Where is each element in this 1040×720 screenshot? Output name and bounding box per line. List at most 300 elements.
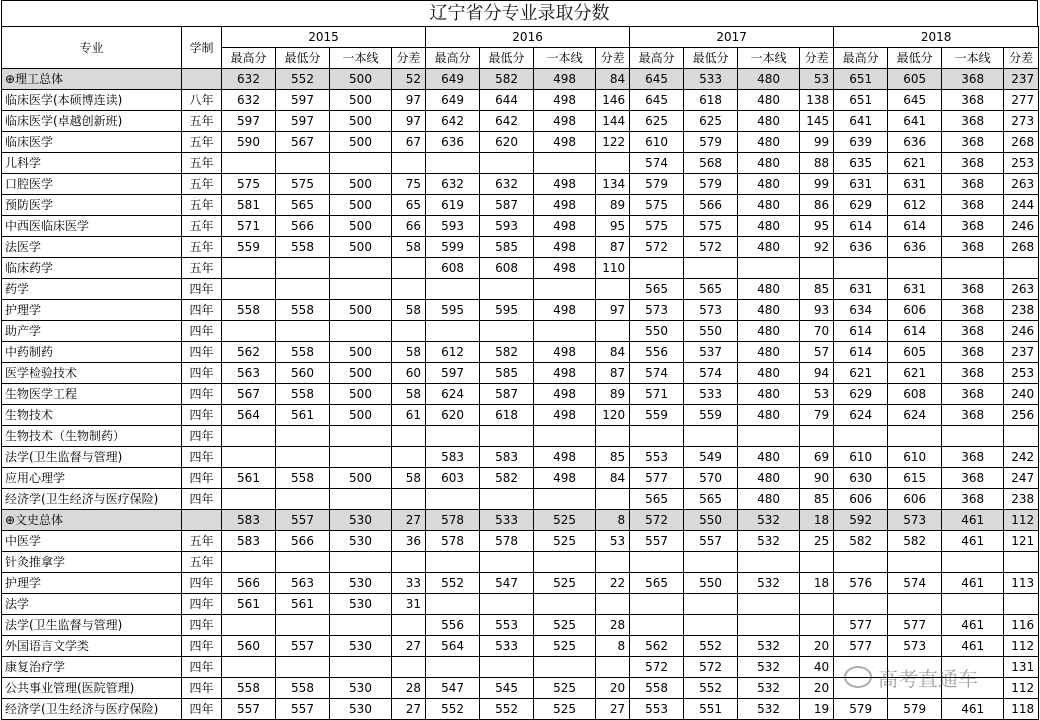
length-cell: 五年 (182, 552, 222, 573)
score-cell: 532 (738, 573, 800, 594)
score-cell: 645 (888, 90, 942, 111)
table-row (2, 384, 1039, 405)
score-cell: 550 (684, 321, 738, 342)
score-cell (330, 657, 392, 678)
score-cell: 461 (942, 636, 1004, 657)
score-cell: 566 (684, 195, 738, 216)
table-row (2, 468, 1039, 489)
score-cell: 268 (1004, 132, 1039, 153)
score-cell: 572 (684, 657, 738, 678)
score-cell: 585 (480, 237, 534, 258)
score-cell: 525 (534, 699, 596, 720)
subheader-diff: 分差 (1004, 48, 1039, 69)
group-row (2, 510, 1039, 531)
score-cell: 368 (942, 279, 1004, 300)
score-cell: 498 (534, 468, 596, 489)
score-cell: 480 (738, 468, 800, 489)
score-cell (888, 657, 942, 678)
score-cell: 532 (738, 531, 800, 552)
length-cell: 四年 (182, 405, 222, 426)
length-cell: 四年 (182, 699, 222, 720)
score-cell (392, 489, 426, 510)
score-cell (800, 594, 834, 615)
score-cell (426, 279, 480, 300)
score-cell: 530 (330, 678, 392, 699)
watermark-text: 高考直通车 (878, 666, 978, 691)
score-cell (596, 153, 630, 174)
score-cell: 368 (942, 90, 1004, 111)
score-cell (834, 678, 888, 699)
score-cell: 58 (392, 300, 426, 321)
score-cell: 273 (1004, 111, 1039, 132)
length-cell: 四年 (182, 279, 222, 300)
score-cell: 246 (1004, 321, 1039, 342)
score-cell: 238 (1004, 489, 1039, 510)
score-cell: 500 (330, 195, 392, 216)
score-cell: 85 (596, 447, 630, 468)
score-cell (738, 594, 800, 615)
major-cell: 临床医学(卓越创新班) (2, 111, 182, 132)
score-cell: 631 (888, 279, 942, 300)
length-cell: 五年 (182, 258, 222, 279)
score-cell: 525 (534, 573, 596, 594)
score-cell: 95 (596, 216, 630, 237)
score-cell: 500 (330, 300, 392, 321)
score-cell: 582 (480, 69, 534, 90)
score-cell: 93 (800, 300, 834, 321)
score-cell: 561 (222, 468, 276, 489)
score-cell: 612 (426, 342, 480, 363)
score-cell: 31 (392, 594, 426, 615)
score-cell: 620 (426, 405, 480, 426)
score-cell: 500 (330, 384, 392, 405)
score-cell (834, 258, 888, 279)
score-cell: 639 (834, 132, 888, 153)
score-cell: 649 (426, 90, 480, 111)
score-cell: 558 (276, 300, 330, 321)
score-cell: 69 (800, 447, 834, 468)
score-cell (222, 321, 276, 342)
score-cell: 565 (684, 489, 738, 510)
score-cell: 614 (888, 216, 942, 237)
score-table (1, 26, 1039, 720)
score-cell: 561 (222, 594, 276, 615)
score-cell: 587 (480, 195, 534, 216)
score-cell: 641 (888, 111, 942, 132)
score-cell: 606 (834, 489, 888, 510)
score-cell: 498 (534, 384, 596, 405)
score-cell: 40 (800, 657, 834, 678)
score-cell: 565 (630, 279, 684, 300)
score-cell: 58 (392, 342, 426, 363)
score-cell: 592 (834, 510, 888, 531)
score-cell: 533 (684, 384, 738, 405)
score-cell: 620 (480, 132, 534, 153)
table-row (2, 531, 1039, 552)
score-cell: 582 (888, 531, 942, 552)
score-cell: 573 (684, 300, 738, 321)
score-cell: 8 (596, 636, 630, 657)
subheader-min: 最低分 (276, 48, 330, 69)
score-cell: 632 (222, 69, 276, 90)
score-cell: 18 (800, 510, 834, 531)
score-cell: 651 (834, 90, 888, 111)
score-cell: 58 (392, 384, 426, 405)
major-cell: ⊕理工总体 (2, 69, 182, 90)
score-cell: 525 (534, 615, 596, 636)
score-cell: 564 (426, 636, 480, 657)
score-cell: 597 (276, 90, 330, 111)
score-cell (222, 447, 276, 468)
score-cell (276, 615, 330, 636)
score-cell: 480 (738, 195, 800, 216)
length-cell: 四年 (182, 384, 222, 405)
score-cell: 636 (888, 132, 942, 153)
score-cell: 565 (630, 573, 684, 594)
score-cell: 575 (276, 174, 330, 195)
score-cell: 599 (426, 237, 480, 258)
score-cell (330, 258, 392, 279)
table-row (2, 195, 1039, 216)
score-cell: 561 (276, 594, 330, 615)
score-cell: 547 (426, 678, 480, 699)
score-cell: 525 (534, 636, 596, 657)
score-cell: 642 (426, 111, 480, 132)
table-row (2, 342, 1039, 363)
score-cell: 573 (888, 636, 942, 657)
score-cell: 550 (684, 573, 738, 594)
score-cell: 557 (684, 531, 738, 552)
score-cell: 368 (942, 111, 1004, 132)
score-cell: 498 (534, 258, 596, 279)
score-cell: 578 (426, 531, 480, 552)
score-cell (942, 657, 1004, 678)
score-cell (534, 594, 596, 615)
score-cell (534, 153, 596, 174)
score-cell: 575 (222, 174, 276, 195)
score-cell: 500 (330, 111, 392, 132)
length-cell: 四年 (182, 468, 222, 489)
major-cell: 中药制药 (2, 342, 182, 363)
length-cell: 四年 (182, 594, 222, 615)
table-row (2, 699, 1039, 720)
score-cell: 112 (1004, 636, 1039, 657)
table-row (2, 321, 1039, 342)
score-cell: 610 (834, 447, 888, 468)
score-cell: 500 (330, 90, 392, 111)
score-cell: 597 (426, 363, 480, 384)
score-cell (276, 279, 330, 300)
table-row (2, 636, 1039, 657)
score-cell: 53 (800, 69, 834, 90)
score-cell: 8 (596, 510, 630, 531)
table-row (2, 279, 1039, 300)
score-cell: 530 (330, 573, 392, 594)
score-cell: 530 (330, 636, 392, 657)
score-cell: 572 (630, 657, 684, 678)
score-cell: 631 (888, 174, 942, 195)
score-cell: 368 (942, 405, 1004, 426)
score-cell (426, 426, 480, 447)
score-cell (480, 279, 534, 300)
score-cell: 572 (630, 237, 684, 258)
score-cell: 575 (684, 216, 738, 237)
length-cell: 五年 (182, 237, 222, 258)
score-cell (684, 615, 738, 636)
score-cell: 277 (1004, 90, 1039, 111)
score-cell: 612 (888, 195, 942, 216)
score-cell: 500 (330, 405, 392, 426)
score-cell: 618 (684, 90, 738, 111)
score-cell: 532 (738, 636, 800, 657)
score-cell: 85 (800, 489, 834, 510)
score-cell: 610 (630, 132, 684, 153)
score-cell: 92 (800, 237, 834, 258)
length-cell: 五年 (182, 174, 222, 195)
score-cell: 576 (834, 573, 888, 594)
major-cell: 法医学 (2, 237, 182, 258)
subheader-max: 最高分 (222, 48, 276, 69)
score-cell: 553 (630, 447, 684, 468)
score-cell: 550 (684, 510, 738, 531)
length-cell (182, 510, 222, 531)
score-cell (480, 657, 534, 678)
score-cell: 533 (480, 510, 534, 531)
score-cell (276, 321, 330, 342)
score-cell (596, 552, 630, 573)
score-cell: 368 (942, 384, 1004, 405)
score-cell (480, 426, 534, 447)
score-cell: 583 (222, 510, 276, 531)
score-cell: 498 (534, 174, 596, 195)
score-cell (426, 153, 480, 174)
table-row (2, 489, 1039, 510)
major-cell: 外国语言文学类 (2, 636, 182, 657)
score-cell: 498 (534, 300, 596, 321)
length-cell: 四年 (182, 447, 222, 468)
subheader-max: 最高分 (834, 48, 888, 69)
score-cell: 560 (222, 636, 276, 657)
score-cell: 606 (888, 300, 942, 321)
score-cell: 547 (480, 573, 534, 594)
score-cell: 97 (392, 90, 426, 111)
score-cell: 368 (942, 174, 1004, 195)
score-cell: 70 (800, 321, 834, 342)
score-cell: 573 (630, 300, 684, 321)
score-cell: 121 (1004, 531, 1039, 552)
score-cell: 614 (888, 321, 942, 342)
score-cell: 559 (684, 405, 738, 426)
score-cell (222, 153, 276, 174)
score-cell: 66 (392, 216, 426, 237)
score-cell: 94 (800, 363, 834, 384)
length-cell: 四年 (182, 636, 222, 657)
score-cell: 84 (596, 468, 630, 489)
score-cell: 558 (276, 468, 330, 489)
score-cell (942, 426, 1004, 447)
score-cell: 461 (942, 573, 1004, 594)
score-cell: 608 (426, 258, 480, 279)
score-cell: 87 (596, 237, 630, 258)
length-cell: 四年 (182, 363, 222, 384)
score-cell (392, 426, 426, 447)
score-cell (800, 258, 834, 279)
score-cell: 480 (738, 447, 800, 468)
score-cell: 552 (426, 699, 480, 720)
score-cell: 58 (392, 237, 426, 258)
score-cell (738, 258, 800, 279)
score-cell: 595 (426, 300, 480, 321)
score-cell: 28 (392, 678, 426, 699)
score-cell: 565 (630, 489, 684, 510)
score-cell: 579 (684, 132, 738, 153)
length-cell: 四年 (182, 321, 222, 342)
score-cell: 22 (596, 573, 630, 594)
score-cell: 498 (534, 90, 596, 111)
score-cell: 20 (800, 678, 834, 699)
score-cell: 90 (800, 468, 834, 489)
major-cell: 法学(卫生监督与管理) (2, 615, 182, 636)
score-cell: 532 (738, 510, 800, 531)
score-cell: 500 (330, 69, 392, 90)
major-cell: 护理学 (2, 300, 182, 321)
score-cell (222, 489, 276, 510)
score-cell: 530 (330, 594, 392, 615)
score-cell: 624 (834, 405, 888, 426)
score-cell: 87 (596, 363, 630, 384)
score-cell: 571 (630, 384, 684, 405)
score-cell: 116 (1004, 615, 1039, 636)
score-cell (426, 594, 480, 615)
score-cell: 649 (426, 69, 480, 90)
length-cell: 四年 (182, 657, 222, 678)
score-cell: 118 (1004, 699, 1039, 720)
score-cell: 574 (630, 363, 684, 384)
score-cell: 131 (1004, 657, 1039, 678)
score-cell: 577 (834, 615, 888, 636)
major-cell: 中医学 (2, 531, 182, 552)
score-cell: 461 (942, 531, 1004, 552)
score-cell (888, 552, 942, 573)
score-cell (738, 426, 800, 447)
score-cell: 53 (800, 384, 834, 405)
major-cell: 经济学(卫生经济与医疗保险) (2, 489, 182, 510)
score-cell (684, 594, 738, 615)
score-cell (596, 657, 630, 678)
score-cell: 480 (738, 132, 800, 153)
score-cell: 79 (800, 405, 834, 426)
score-cell (330, 615, 392, 636)
score-cell: 480 (738, 111, 800, 132)
score-cell: 500 (330, 237, 392, 258)
table-row (2, 258, 1039, 279)
score-cell: 67 (392, 132, 426, 153)
score-cell: 368 (942, 237, 1004, 258)
subheader-line: 一本线 (330, 48, 392, 69)
score-cell: 368 (942, 489, 1004, 510)
score-cell: 498 (534, 237, 596, 258)
score-cell: 36 (392, 531, 426, 552)
score-cell: 480 (738, 363, 800, 384)
major-cell: 临床医学(本硕博连读) (2, 90, 182, 111)
score-cell: 368 (942, 468, 1004, 489)
score-cell: 33 (392, 573, 426, 594)
score-cell: 97 (392, 111, 426, 132)
score-cell: 498 (534, 132, 596, 153)
subheader-max: 最高分 (426, 48, 480, 69)
score-cell: 27 (596, 699, 630, 720)
score-cell: 242 (1004, 447, 1039, 468)
score-cell: 27 (392, 636, 426, 657)
score-cell: 368 (942, 363, 1004, 384)
score-cell (534, 426, 596, 447)
major-cell: 生物医学工程 (2, 384, 182, 405)
score-cell: 134 (596, 174, 630, 195)
score-cell: 595 (480, 300, 534, 321)
length-cell: 四年 (182, 678, 222, 699)
score-table-body (2, 69, 1039, 720)
score-cell: 593 (426, 216, 480, 237)
score-cell: 559 (630, 405, 684, 426)
score-cell: 20 (596, 678, 630, 699)
score-cell (392, 279, 426, 300)
score-cell (222, 657, 276, 678)
score-cell: 461 (942, 615, 1004, 636)
score-cell: 246 (1004, 216, 1039, 237)
score-cell: 581 (222, 195, 276, 216)
score-cell: 530 (330, 531, 392, 552)
score-cell: 498 (534, 405, 596, 426)
score-cell: 636 (834, 237, 888, 258)
length-cell: 五年 (182, 153, 222, 174)
score-cell (684, 258, 738, 279)
score-cell: 263 (1004, 279, 1039, 300)
score-cell: 57 (800, 342, 834, 363)
subheader-diff: 分差 (392, 48, 426, 69)
score-cell: 558 (276, 678, 330, 699)
score-cell: 624 (888, 405, 942, 426)
score-cell: 368 (942, 153, 1004, 174)
score-cell: 75 (392, 174, 426, 195)
length-cell (182, 69, 222, 90)
score-cell: 145 (800, 111, 834, 132)
header-length: 学制 (182, 27, 222, 69)
score-cell: 256 (1004, 405, 1039, 426)
score-cell: 624 (426, 384, 480, 405)
score-cell (738, 615, 800, 636)
score-cell (480, 489, 534, 510)
score-cell: 614 (834, 342, 888, 363)
score-cell: 28 (596, 615, 630, 636)
major-cell: 口腔医学 (2, 174, 182, 195)
score-cell: 237 (1004, 69, 1039, 90)
major-cell: 法学(卫生监督与管理) (2, 447, 182, 468)
score-cell (942, 594, 1004, 615)
major-cell: 应用心理学 (2, 468, 182, 489)
major-cell: 助产学 (2, 321, 182, 342)
table-row (2, 678, 1039, 699)
score-cell: 635 (834, 153, 888, 174)
score-cell (888, 594, 942, 615)
major-cell: 法学 (2, 594, 182, 615)
table-row (2, 405, 1039, 426)
score-cell: 480 (738, 384, 800, 405)
score-cell (800, 615, 834, 636)
score-cell (276, 552, 330, 573)
major-cell: 医学检验技术 (2, 363, 182, 384)
score-cell: 606 (888, 489, 942, 510)
score-cell: 567 (222, 384, 276, 405)
